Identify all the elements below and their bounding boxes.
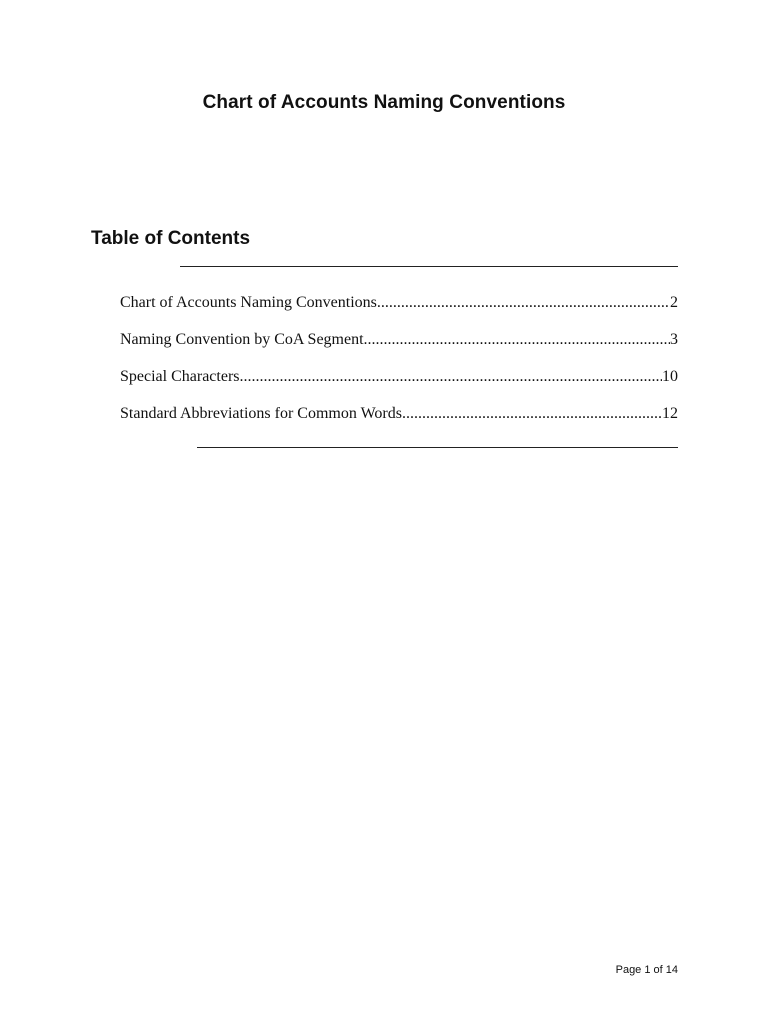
toc-entry-page: 2 xyxy=(670,294,678,311)
toc-dot-leader xyxy=(402,405,662,423)
toc-entry-label: Standard Abbreviations for Common Words xyxy=(120,405,402,422)
toc-entry[interactable] xyxy=(120,331,678,368)
page-number-footer: Page 1 of 14 xyxy=(615,964,678,976)
toc-list xyxy=(120,294,678,442)
toc-entry[interactable] xyxy=(120,368,678,405)
toc-bottom-divider xyxy=(197,447,678,448)
toc-entry-page: 12 xyxy=(662,405,678,422)
document-title: Chart of Accounts Naming Conventions xyxy=(202,92,566,113)
toc-dot-leader xyxy=(240,368,663,386)
toc-entry-page: 3 xyxy=(670,331,678,348)
toc-entry-label: Chart of Accounts Naming Conventions xyxy=(120,294,377,311)
toc-top-divider xyxy=(180,266,678,267)
toc-entry[interactable] xyxy=(120,294,678,331)
toc-dot-leader xyxy=(377,294,670,312)
toc-entry-page: 10 xyxy=(662,368,678,385)
toc-entry-label: Naming Convention by CoA Segment xyxy=(120,331,364,348)
toc-dot-leader xyxy=(364,331,670,349)
toc-heading: Table of Contents xyxy=(91,228,251,249)
toc-entry[interactable] xyxy=(120,405,678,442)
toc-entry-label: Special Characters xyxy=(120,368,240,385)
